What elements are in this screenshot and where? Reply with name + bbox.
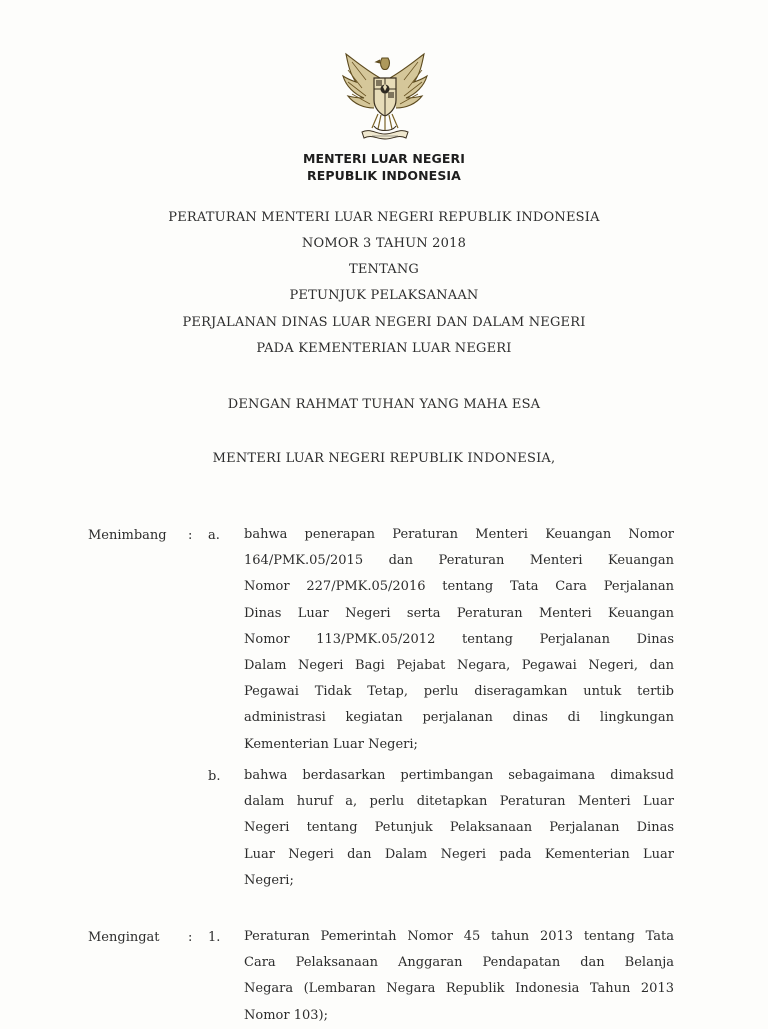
text-line: Nomor 227/PMK.05/2016 tentang Tata Cara Perjalanan [244,579,674,595]
menimbang-item-a-marker: a. [208,528,220,543]
regulation-title: PERATURAN MENTERI LUAR NEGERI REPUBLIK INDONESIA [168,210,600,225]
menimbang-item-b-text [244,763,674,894]
text-line: bahwa penerapan Peraturan Menteri Keuangan Nomor [244,527,674,542]
regulation-number: NOMOR 3 TAHUN 2018 [301,236,467,251]
text-line: Negeri; [244,872,294,888]
office-name-line2: REPUBLIK INDONESIA [307,168,461,183]
text-line: dalam huruf a, perlu ditetapkan Peraturan Menteri Luar [244,794,674,810]
invocation: DENGAN RAHMAT TUHAN YANG MAHA ESA [227,397,541,412]
menimbang-label: Menimbang [88,528,167,543]
text-line: Kementerian Luar Negeri; [244,736,418,752]
regulation-subject-line3: PADA KEMENTERIAN LUAR NEGERI [256,341,512,356]
text-line: Cara Pelaksanaan Anggaran Pendapatan dan Belanja [244,955,674,971]
text-line: Negara (Lembaran Negara Republik Indonesia Tahun 2013 [244,981,674,997]
text-line: Dinas Luar Negeri serta Peraturan Menteri Keuangan [244,605,674,621]
mengingat-item-1-marker: 1. [208,930,221,945]
menimbang-colon: : [188,528,193,543]
text-line: 164/PMK.05/2015 dan Peraturan Menteri Keuangan [244,553,674,569]
text-line: Negeri tentang Petunjuk Pelaksanaan Perjalanan Dinas [244,820,674,836]
regulation-subject-line1: PETUNJUK PELAKSANAAN [289,288,479,303]
text-line: Pegawai Tidak Tetap, perlu diseragamkan untuk tertib [244,684,674,700]
mengingat-label: Mengingat [88,930,160,945]
text-line: Nomor 113/PMK.05/2012 tentang Perjalanan Dinas [244,631,674,647]
mengingat-item-1-text [244,924,674,1029]
text-line: administrasi kegiatan perjalanan dinas di lingkungan [244,710,674,726]
issuing-authority: MENTERI LUAR NEGERI REPUBLIK INDONESIA, [212,451,556,466]
regulation-tentang: TENTANG [348,262,420,277]
text-line: Luar Negeri dan Dalam Negeri pada Kementerian Luar [244,846,674,862]
text-line: Peraturan Pemerintah Nomor 45 tahun 2013 tentang Tata [244,929,674,944]
text-line: Nomor 103); [244,1007,328,1023]
regulation-subject-line2: PERJALANAN DINAS LUAR NEGERI DAN DALAM NEGERI [182,315,586,330]
menimbang-item-a-text [244,522,674,758]
office-name-line1: MENTERI LUAR NEGERI [302,151,466,166]
text-line: Dalam Negeri Bagi Pejabat Negara, Pegawai Negeri, dan [244,657,674,673]
mengingat-colon: : [188,930,193,945]
garuda-emblem-icon [336,48,434,144]
menimbang-item-b-marker: b. [208,769,221,784]
text-line: bahwa berdasarkan pertimbangan sebagaimana dimaksud [244,768,674,783]
